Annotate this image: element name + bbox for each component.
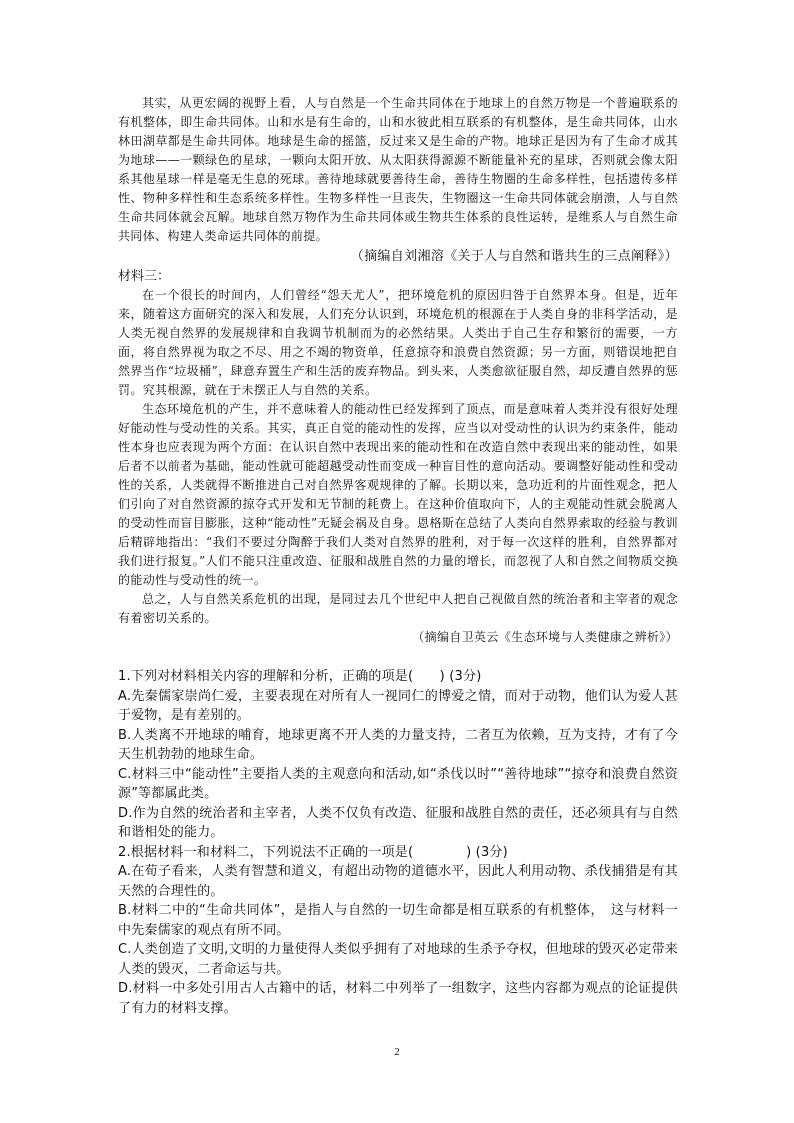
question-1-option-c: C.材料三中“能动性”主要指人类的主观意向和活动,如“杀伐以时”“善待地球”“掠夺和浪费自然资源”等都属此类。: [118, 766, 678, 801]
question-2-option-d: D.材料一中多处引用古人古籍中的话，材料二中列举了一组数字，这些内容都为观点的论证提供了有力的材料支撑。: [118, 981, 678, 1016]
material3-paragraph-2: 生态环境危机的产生，并不意味着人的能动性已经发挥到了顶点，而是意味着人类并没有很好处理好能动性与受动性的关系。其实，真正自觉的能动性的发挥，应当以对受动性的认识为约束条件，能动性本身也应表现为两个方面：在认识自然中表现出来的能动性和在改造自然中表现出来的能动性，如果后者不以前者为基础，能动性就可能超越受动性而变成一种盲目性的意向活动。要调整好能动性和受动性的关系，人类就得不断推进自己对自然界客观规律的了解。长期以来，急功近利的片面性观念，把人们引向了对自然资源的掠夺式开发和无节制的耗费上。在这种价值取向下，人的主观能动性就会脱离人的受动性而盲目膨胀，这种“能动性”无疑会祸及自身。恩格斯在总结了人类向自然界索取的经验与教训后精辟地指出：“我们不要过分陶醉于我们人类对自然界的胜利，对于每一次这样的胜利，自然界都对我们进行报复。”人们不能只注重改造、征服和战胜自然的力量的增长，而忽视了人和自然之间物质交换的能动性与受动性的统一。: [118, 402, 678, 587]
question-1-option-a: A.先秦儒家崇尚仁爱，主要表现在对所有人一视同仁的博爱之情，而对于动物，他们认为爱人甚于爱物，是有差别的。: [118, 688, 678, 723]
page-number: 2: [394, 1046, 400, 1058]
question-1-stem: 1.下列对材料相关内容的理解和分析，正确的项是( ) (3分): [118, 669, 482, 684]
question-2-option-c: C.人类创造了文明,文明的力量使得人类似乎拥有了对地球的生杀予夺权，但地球的毁灭必定带来人类的毁灭，二者命运与共。: [118, 942, 678, 977]
material3-label: 材料三：: [118, 269, 171, 284]
material3-paragraph-3: 总之，人与自然关系危机的出现，是同过去几个世纪中人把自己视做自然的统治者和主宰者的观念有着密切关系的。: [118, 592, 678, 625]
question-1-option-d: D.作为自然的统治者和主宰者，人类不仅负有改造、征服和战胜自然的责任，还必须具有与自然和谐相处的能力。: [118, 805, 678, 840]
question-1-option-b: B.人类离不开地球的哺育，地球更离不开人类的力量支持，二者互为依赖，互为支持，才有了今天生机勃勃的地球生命。: [118, 727, 678, 762]
material3-citation: （摘编自卫英云《生态环境与人类健康之辨析》）: [412, 630, 678, 644]
question-list: [118, 667, 678, 1018]
question-2-option-a: A.在荀子看来，人类有智慧和道义，有超出动物的道德水平，因此人利用动物、杀伐捕猎是有其天然的合理性的。: [118, 864, 678, 899]
material2-paragraph: 其实，从更宏阔的视野上看，人与自然是一个生命共同体在于地球上的自然万物是一个普遍联系的有机整体，即生命共同体。山和水是有生命的，山和水彼此相互联系的有机整体，是生命共同体，山水林田湖草都是生命共同体。地球是生命的摇篮，反过来又是生命的产物。地球正是因为有了生命才成其为地球——一颗绿色的星球，一颗向太阳开放、从太阳获得源源不断能量补充的星球，否则就会像太阳系其他星球一样是毫无生息的死球。善待地球就要善待生命，善待生物圈的生命多样性，包括遗传多样性、物种多样性和生态系统多样性。生物多样性一旦丧失，生物圈这一生命共同体就会崩溃，人与自然生命共同体就会瓦解。地球自然万物作为生命共同体或生物共生体系的良性运转，是维系人与自然生命共同体、构建人类命运共同体的前提。: [118, 96, 678, 243]
document-page: [118, 94, 678, 1018]
question-2-stem: 2.根据材料一和材料二，下列说法不正确的一项是( ) (3分): [118, 844, 508, 860]
material2-citation: （摘编自刘湘溶《关于人与自然和谐共生的三点阐释》）: [350, 249, 678, 264]
material3-paragraph-1: 在一个很长的时间内，人们曾经“怨天尤人”，把环境危机的原因归咎于自然界本身。但是，近年来，随着这方面研究的深入和发展，人们充分认识到，环境危机的根源在于人类自身的非科学活动，是人类无视自然界的发展规律和自我调节机制而为的必然结果。人类出于自己生存和繁衍的需要，一方面，将自然界视为取之不尽、用之不竭的物资单，任意掠夺和浪费自然资源；另一方面，则错误地把自然界当作“垃圾桶”，肆意弃置生产和生活的废弃物品。到头来，人类愈欲征服自然，却反遭自然界的惩罚。究其根源，就在于未摆正人与自然的关系。: [118, 288, 678, 397]
question-2-option-b: B.材料二中的“生命共同体”，是指人与自然的一切生命都是相互联系的有机整体， 这与材料一中先秦儒家的观点有所不同。: [118, 903, 678, 938]
